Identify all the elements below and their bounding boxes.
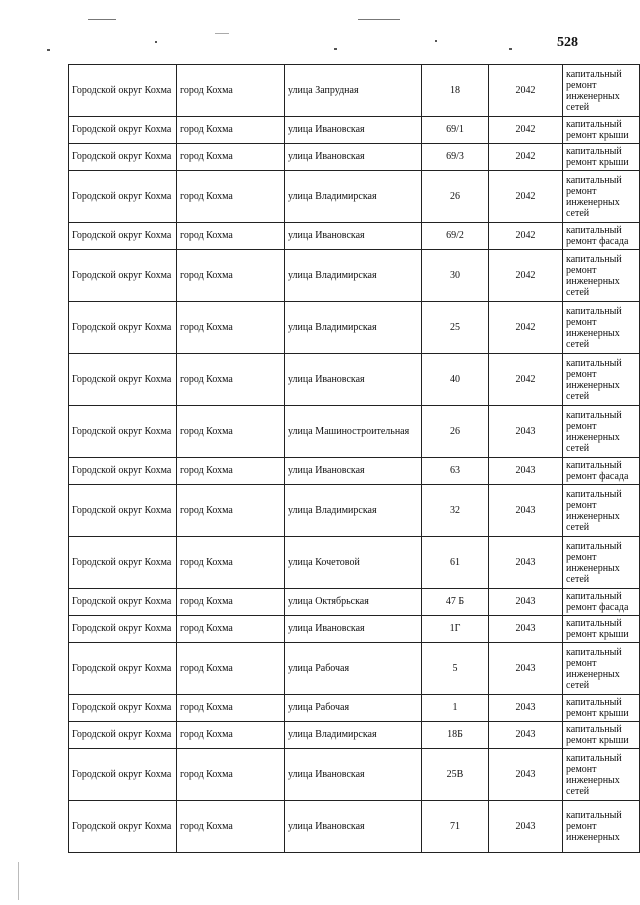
- cell-house: 26: [422, 171, 489, 223]
- cell-city: город Кохма: [177, 171, 285, 223]
- cell-house: 30: [422, 250, 489, 302]
- cell-district: Городской округ Кохма: [69, 65, 177, 117]
- cell-street: улица Ивановская: [285, 223, 422, 250]
- cell-year: 2042: [489, 144, 563, 171]
- cell-street: улица Машиностроительная: [285, 406, 422, 458]
- cell-house: 47 Б: [422, 589, 489, 616]
- scan-artifact-dot: [435, 40, 437, 42]
- cell-work: капитальный ремонт крыши: [563, 695, 640, 722]
- cell-house: 18: [422, 65, 489, 117]
- table-row: [69, 117, 640, 144]
- table-row: [69, 722, 640, 749]
- cell-work: капитальный ремонт фасада: [563, 589, 640, 616]
- cell-district: Городской округ Кохма: [69, 695, 177, 722]
- repair-schedule-table: [68, 64, 640, 853]
- cell-work: капитальный ремонт фасада: [563, 458, 640, 485]
- scan-artifact-line: [215, 33, 229, 34]
- table-row: [69, 250, 640, 302]
- cell-work: капитальный ремонт крыши: [563, 117, 640, 144]
- cell-street: улица Ивановская: [285, 144, 422, 171]
- cell-street: улица Владимирская: [285, 302, 422, 354]
- table-row: [69, 589, 640, 616]
- cell-year: 2043: [489, 458, 563, 485]
- cell-street: улица Ивановская: [285, 458, 422, 485]
- cell-street: улица Октябрьская: [285, 589, 422, 616]
- cell-district: Городской округ Кохма: [69, 117, 177, 144]
- cell-city: город Кохма: [177, 485, 285, 537]
- cell-district: Городской округ Кохма: [69, 458, 177, 485]
- cell-year: 2043: [489, 695, 563, 722]
- cell-street: улица Ивановская: [285, 801, 422, 853]
- cell-city: город Кохма: [177, 616, 285, 643]
- cell-year: 2043: [489, 643, 563, 695]
- cell-year: 2043: [489, 749, 563, 801]
- cell-year: 2042: [489, 302, 563, 354]
- cell-district: Городской округ Кохма: [69, 406, 177, 458]
- cell-year: 2043: [489, 722, 563, 749]
- cell-street: улица Ивановская: [285, 354, 422, 406]
- table-row: [69, 537, 640, 589]
- cell-city: город Кохма: [177, 749, 285, 801]
- cell-house: 69/3: [422, 144, 489, 171]
- cell-work: капитальный ремонт фасада: [563, 223, 640, 250]
- page-number: 528: [557, 35, 578, 50]
- cell-house: 25: [422, 302, 489, 354]
- cell-work: капитальный ремонт инженерных сетей: [563, 354, 640, 406]
- cell-work: капитальный ремонт инженерных сетей: [563, 485, 640, 537]
- cell-house: 32: [422, 485, 489, 537]
- cell-year: 2043: [489, 589, 563, 616]
- cell-district: Городской округ Кохма: [69, 749, 177, 801]
- cell-city: город Кохма: [177, 302, 285, 354]
- cell-house: 40: [422, 354, 489, 406]
- cell-city: город Кохма: [177, 589, 285, 616]
- cell-district: Городской округ Кохма: [69, 250, 177, 302]
- cell-city: город Кохма: [177, 406, 285, 458]
- cell-house: 69/1: [422, 117, 489, 144]
- cell-street: улица Владимирская: [285, 485, 422, 537]
- cell-work: капитальный ремонт крыши: [563, 144, 640, 171]
- cell-district: Городской округ Кохма: [69, 643, 177, 695]
- cell-house: 25В: [422, 749, 489, 801]
- cell-year: 2042: [489, 171, 563, 223]
- cell-house: 63: [422, 458, 489, 485]
- cell-year: 2042: [489, 223, 563, 250]
- cell-street: улица Рабочая: [285, 695, 422, 722]
- cell-district: Городской округ Кохма: [69, 354, 177, 406]
- table-row: [69, 749, 640, 801]
- scan-artifact-dot: [509, 48, 512, 50]
- table-row: [69, 65, 640, 117]
- cell-city: город Кохма: [177, 458, 285, 485]
- cell-city: город Кохма: [177, 801, 285, 853]
- scan-artifact-line: [358, 19, 400, 20]
- cell-house: 61: [422, 537, 489, 589]
- cell-year: 2042: [489, 117, 563, 144]
- table-row: [69, 144, 640, 171]
- scan-artifact-line: [88, 19, 116, 20]
- table-row: [69, 801, 640, 853]
- cell-city: город Кохма: [177, 354, 285, 406]
- cell-district: Городской округ Кохма: [69, 589, 177, 616]
- cell-work: капитальный ремонт крыши: [563, 616, 640, 643]
- cell-city: город Кохма: [177, 223, 285, 250]
- scan-edge: [18, 862, 19, 900]
- cell-city: город Кохма: [177, 695, 285, 722]
- table-row: [69, 458, 640, 485]
- cell-work: капитальный ремонт инженерных сетей: [563, 749, 640, 801]
- cell-year: 2043: [489, 616, 563, 643]
- cell-city: город Кохма: [177, 250, 285, 302]
- cell-year: 2043: [489, 406, 563, 458]
- cell-district: Городской округ Кохма: [69, 616, 177, 643]
- table-row: [69, 695, 640, 722]
- table-row: [69, 302, 640, 354]
- table-body: [69, 65, 640, 853]
- cell-work: капитальный ремонт инженерных сетей: [563, 65, 640, 117]
- cell-work: капитальный ремонт инженерных сетей: [563, 537, 640, 589]
- cell-district: Городской округ Кохма: [69, 171, 177, 223]
- cell-district: Городской округ Кохма: [69, 722, 177, 749]
- cell-work: капитальный ремонт крыши: [563, 722, 640, 749]
- scan-artifact-dot: [334, 48, 337, 50]
- scan-artifact-dot: [47, 49, 50, 51]
- cell-house: 18Б: [422, 722, 489, 749]
- cell-street: улица Владимирская: [285, 250, 422, 302]
- cell-district: Городской округ Кохма: [69, 144, 177, 171]
- cell-year: 2042: [489, 250, 563, 302]
- cell-street: улица Рабочая: [285, 643, 422, 695]
- cell-city: город Кохма: [177, 144, 285, 171]
- cell-city: город Кохма: [177, 537, 285, 589]
- cell-year: 2043: [489, 485, 563, 537]
- cell-year: 2043: [489, 537, 563, 589]
- cell-district: Городской округ Кохма: [69, 485, 177, 537]
- table-row: [69, 223, 640, 250]
- table-row: [69, 643, 640, 695]
- cell-street: улица Ивановская: [285, 749, 422, 801]
- cell-work: капитальный ремонт инженерных сетей: [563, 406, 640, 458]
- cell-work: капитальный ремонт инженерных сетей: [563, 171, 640, 223]
- cell-house: 1Г: [422, 616, 489, 643]
- cell-district: Городской округ Кохма: [69, 223, 177, 250]
- cell-street: улица Владимирская: [285, 171, 422, 223]
- cell-street: улица Ивановская: [285, 117, 422, 144]
- cell-street: улица Кочетовой: [285, 537, 422, 589]
- cell-work: капитальный ремонт инженерных: [563, 801, 640, 853]
- cell-work: капитальный ремонт инженерных сетей: [563, 302, 640, 354]
- cell-city: город Кохма: [177, 65, 285, 117]
- cell-house: 69/2: [422, 223, 489, 250]
- cell-house: 1: [422, 695, 489, 722]
- table-row: [69, 354, 640, 406]
- cell-street: улица Владимирская: [285, 722, 422, 749]
- cell-work: капитальный ремонт инженерных сетей: [563, 643, 640, 695]
- cell-year: 2042: [489, 65, 563, 117]
- cell-year: 2043: [489, 801, 563, 853]
- cell-house: 5: [422, 643, 489, 695]
- table-row: [69, 485, 640, 537]
- table-row: [69, 171, 640, 223]
- cell-city: город Кохма: [177, 722, 285, 749]
- cell-street: улица Ивановская: [285, 616, 422, 643]
- cell-city: город Кохма: [177, 117, 285, 144]
- cell-house: 71: [422, 801, 489, 853]
- cell-city: город Кохма: [177, 643, 285, 695]
- cell-street: улица Запрудная: [285, 65, 422, 117]
- table-row: [69, 406, 640, 458]
- table-row: [69, 616, 640, 643]
- cell-work: капитальный ремонт инженерных сетей: [563, 250, 640, 302]
- cell-district: Городской округ Кохма: [69, 801, 177, 853]
- cell-house: 26: [422, 406, 489, 458]
- cell-year: 2042: [489, 354, 563, 406]
- cell-district: Городской округ Кохма: [69, 537, 177, 589]
- scan-artifact-dot: [155, 41, 157, 43]
- cell-district: Городской округ Кохма: [69, 302, 177, 354]
